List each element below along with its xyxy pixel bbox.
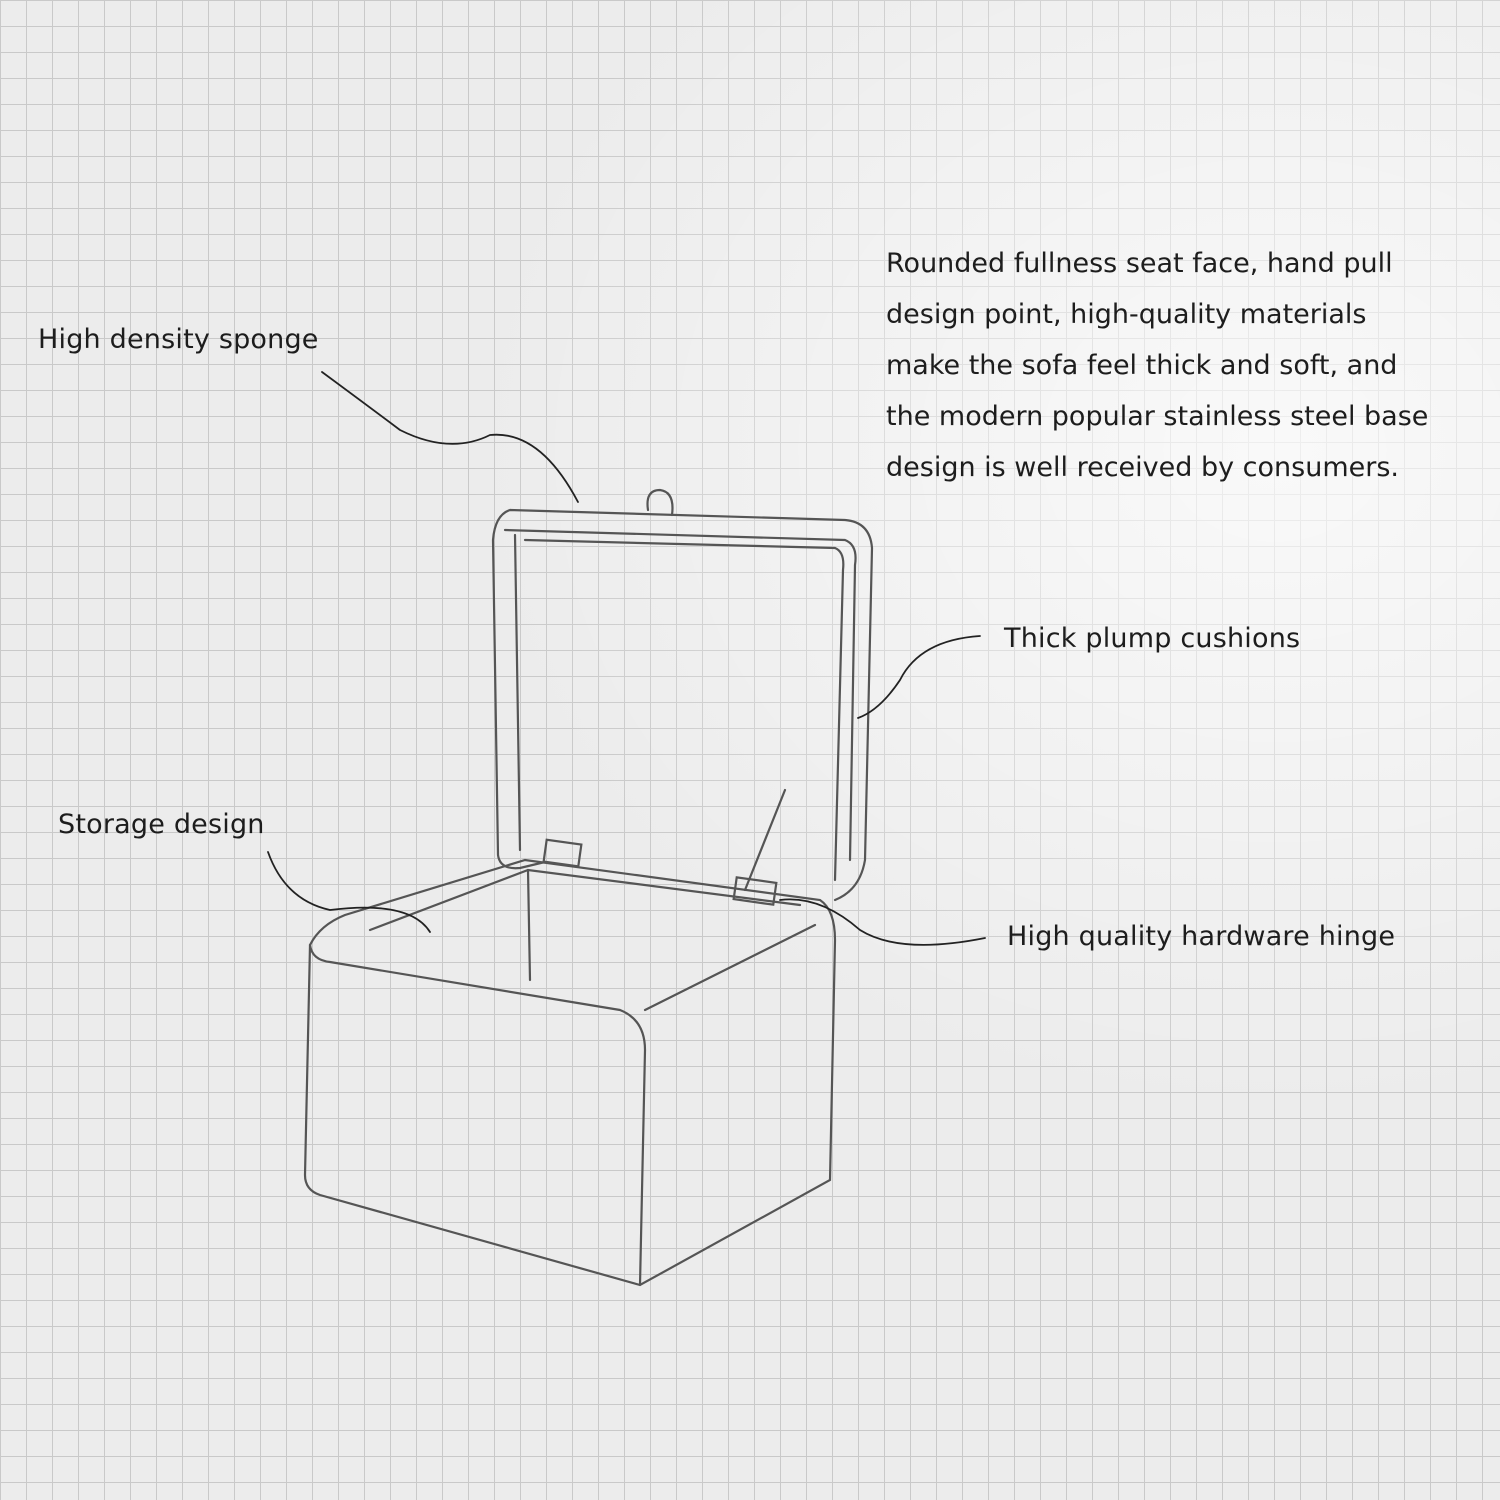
box-front-edge	[310, 945, 645, 1285]
leader-line-cushions	[858, 636, 980, 718]
callout-hardware-hinge: High quality hardware hinge	[1007, 921, 1396, 952]
description-line: Rounded fullness seat face, hand pull	[886, 248, 1393, 279]
callout-high-density-sponge: High density sponge	[38, 324, 319, 355]
description-line: design is well received by consumers.	[886, 452, 1399, 483]
description-line: make the sofa feel thick and soft, and	[886, 350, 1398, 381]
callout-storage-design: Storage design	[58, 809, 265, 840]
box-inner-edge	[528, 870, 530, 980]
callout-thick-plump-cushions: Thick plump cushions	[1004, 623, 1301, 654]
hinge-left	[544, 840, 582, 867]
lid-handle	[648, 490, 673, 515]
description-line: design point, high-quality materials	[886, 299, 1367, 330]
product-description	[886, 238, 1466, 493]
lid-stay	[745, 790, 785, 890]
description-line: the modern popular stainless steel base	[886, 401, 1429, 432]
lid-inner-edge	[515, 535, 843, 880]
leader-line-storage	[268, 852, 430, 932]
leader-line-hinge	[780, 899, 985, 945]
leader-line-sponge	[322, 372, 578, 502]
open-lid-outline	[493, 510, 872, 900]
